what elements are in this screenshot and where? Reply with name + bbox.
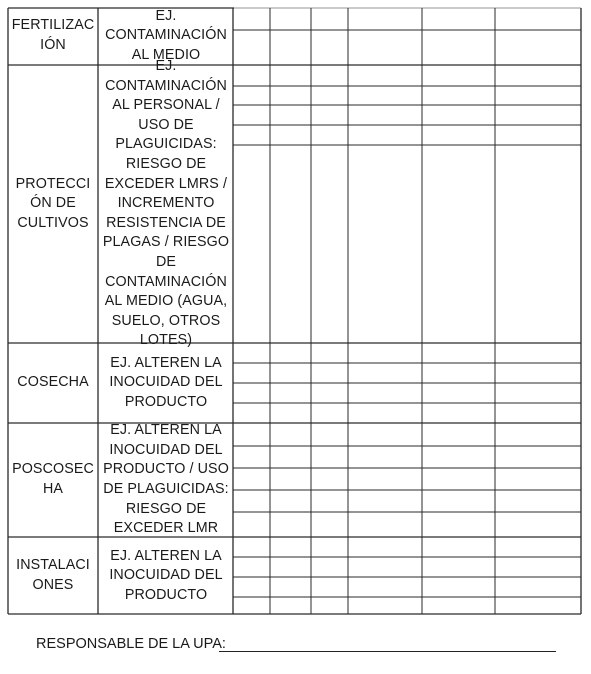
row-risk-cosecha: EJ. ALTEREN LA INOCUIDAD DEL PRODUCTO [109,354,223,410]
row-stage-poscosecha: POSCOSEC HA [12,461,94,497]
row-risk-poscosecha: EJ. ALTEREN LA INOCUIDAD DEL PRODUCTO / USO DE PLAGUICIDAS: RIESGO DE EXCEDER LMR [103,422,229,537]
row-risk-instalaciones: EJ. ALTEREN LA INOCUIDAD DEL PRODUCTO [109,547,223,603]
row-stage-proteccion-cultivos: PROTECCI ÓN DE CULTIVOS [15,175,91,231]
responsible-signature-line[interactable] [219,651,556,652]
row-stage-fertilizacion: FERTILIZAC IÓN [11,17,95,53]
row-stage-instalaciones: INSTALACI ONES [16,557,90,593]
row-risk-proteccion-cultivos: EJ. CONTAMINACIÓN AL PERSONAL / USO DE PLAGUICIDAS: RIESGO DE EXCEDER LMRS / INCREMENTO RESISTENCIA DE PLAGAS / RIESGO DE CONTAMINACIÓN AL MEDIO (AGUA, SUELO, OTROS LOTES) [102,58,230,349]
row-stage-cosecha: COSECHA [17,374,89,391]
row-risk-fertilizacion: EJ. CONTAMINACIÓN AL MEDIO [105,7,227,63]
responsible-label: RESPONSABLE DE LA UPA: [36,636,226,652]
